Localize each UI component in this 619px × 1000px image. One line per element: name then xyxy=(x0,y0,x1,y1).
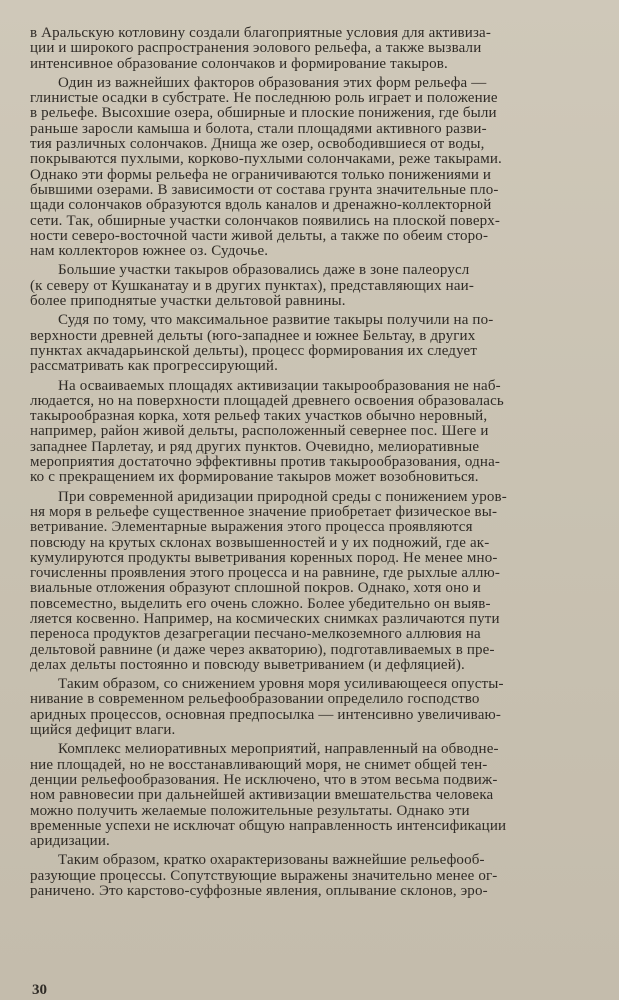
text-line: щади солончаков образуются вдоль каналов и дренажно-коллекторной xyxy=(30,197,492,214)
body-text xyxy=(30,26,599,899)
text-line: Таким образом, кратко охарактеризованы важнейшие рельефооб- xyxy=(58,852,485,869)
text-line: ня моря в рельефе существенное значение приобретает физическое вы- xyxy=(30,503,498,520)
paragraph xyxy=(30,742,599,849)
text-line: сети. Так, обширные участки солончаков появились на плоской поверх- xyxy=(30,212,501,229)
text-line: При современной аридизации природной среды с понижением уров- xyxy=(58,488,507,505)
text-line: нивание в современном рельефообразовании определило господство xyxy=(30,691,480,708)
paragraph xyxy=(30,313,599,374)
text-line: верхности древней дельты (юго-западнее и южнее Бельтау, в других xyxy=(30,327,476,344)
text-line: На осваиваемых площадях активизации такырообразования не наб- xyxy=(58,377,501,394)
text-line: такырообразная корка, хотя рельеф таких участков обычно неровный, xyxy=(30,408,488,425)
text-line: аридных процессов, основная предпосылка — интенсивно увеличиваю- xyxy=(30,706,502,723)
text-line: Большие участки такыров образовались даже в зоне палеорусл xyxy=(58,262,470,279)
text-line: ко с прекращением их формирование такыров может возобновиться. xyxy=(30,469,479,486)
text-line: Комплекс мелиоративных мероприятий, направленный на обводне- xyxy=(58,741,499,758)
text-line: виальные отложения образуют сплошной покров. Однако, хотя оно и xyxy=(30,580,481,597)
text-line: пунктах акчадарьинской дельты), процесс формирования их следует xyxy=(30,342,478,359)
paragraph xyxy=(30,379,599,486)
text-line: глинистые осадки в субстрате. Не последнюю роль играет и положение xyxy=(30,90,498,107)
text-line: рассматривать как прогрессирующий. xyxy=(30,358,278,375)
text-line: более приподнятые участки дельтовой равнины. xyxy=(30,293,346,310)
text-line: ности северо-восточной части живой дельты, а также по обеим сторо- xyxy=(30,227,489,244)
text-line: дельтовой равнине (и даже через акваторию), подготавливаемых в пре- xyxy=(30,641,495,658)
text-line: переноса продуктов дезагрегации песчано-мелкоземного аллювия на xyxy=(30,626,481,643)
paragraph xyxy=(30,26,599,72)
text-line: мероприятия достаточно эффективны против такырообразования, одна- xyxy=(30,454,501,471)
text-line: нам коллекторов южнее оз. Судочье. xyxy=(30,243,269,260)
text-line: денции рельефообразования. Не исключено, что в этом весьма подвиж- xyxy=(30,771,498,788)
text-line: в Аральскую котловину создали благоприятные условия для активиза- xyxy=(30,25,491,41)
page-number: 30 xyxy=(32,982,47,998)
text-line: ние площадей, но не восстанавливающий моря, не снимет общей тен- xyxy=(30,756,488,773)
text-line: интенсивное образование солончаков и формирование такыров. xyxy=(30,55,448,72)
text-line: ном равновесии при дальнейшей активизации вмешательства человека xyxy=(30,787,494,804)
paragraph xyxy=(30,263,599,309)
text-line: повсеместно, выделить его очень сложно. Более убедительно он выяв- xyxy=(30,595,491,612)
text-line: западнее Парлетау, и ряд других пунктов. Очевидно, мелиоративные xyxy=(30,438,480,455)
text-line: можно получить желаемые положительные результаты. Однако эти xyxy=(30,802,470,819)
text-line: временные успехи не исключат общую направленность интенсификации xyxy=(30,817,507,834)
text-line: Один из важнейших факторов образования этих форм рельефа — xyxy=(58,74,487,91)
text-line: людается, но на поверхности площадей древнего освоения образовалась xyxy=(30,392,504,409)
text-line: аридизации. xyxy=(30,833,110,850)
text-line: ляется косвенно. Например, на космических снимках различаются пути xyxy=(30,610,500,627)
text-line: щийся дефицит влаги. xyxy=(30,722,176,739)
text-line: бывшими озерами. В зависимости от состава грунта значительные пло- xyxy=(30,181,499,198)
text-line: покрываются пухлыми, корково-пухлыми солончаками, реже такырами. xyxy=(30,151,502,168)
text-line: гочисленны проявления этого процесса и на равнине, где рыхлые аллю- xyxy=(30,565,501,582)
paragraph xyxy=(30,677,599,738)
text-line: например, район живой дельты, расположенный севернее пос. Шеге и xyxy=(30,423,489,440)
text-line: (к северу от Кушканатау и в других пунктах), представляющих наи- xyxy=(30,277,474,294)
text-line: ции и широкого распространения эолового рельефа, а также вызвали xyxy=(30,40,482,57)
text-line: кумулируются продукты выветривания коренных пород. Не менее мно- xyxy=(30,549,498,566)
text-line: в рельефе. Высохшие озера, обширные и плоские понижения, где были xyxy=(30,105,497,122)
text-line: ветривание. Элементарные выражения этого процесса проявляются xyxy=(30,519,473,536)
text-line: Судя по тому, что максимальное развитие такыры получили на по- xyxy=(58,312,494,329)
paragraph xyxy=(30,853,599,899)
text-line: раничено. Это карстово-суффозные явления, оплывание склонов, эро- xyxy=(30,883,488,900)
text-line: Однако эти формы рельефа не ограничиваются только понижениями и xyxy=(30,166,492,183)
text-line: повсюду на крутых склонах возвышенностей и у их подножий, где ак- xyxy=(30,534,490,551)
paragraph xyxy=(30,490,599,674)
text-line: разующие процессы. Сопутствующие выражены значительно менее ог- xyxy=(30,867,498,884)
text-line: тия различных солончаков. Днища же озер, освободившиеся от воды, xyxy=(30,136,485,153)
text-line: Таким образом, со снижением уровня моря усиливающееся опусты- xyxy=(58,676,504,693)
paragraph xyxy=(30,76,599,260)
text-line: делах дельты постоянно и повсюду выветриванием (и дефляцией). xyxy=(30,656,465,673)
text-line: раньше заросли камыша и болота, стали площадями активного разви- xyxy=(30,120,487,137)
